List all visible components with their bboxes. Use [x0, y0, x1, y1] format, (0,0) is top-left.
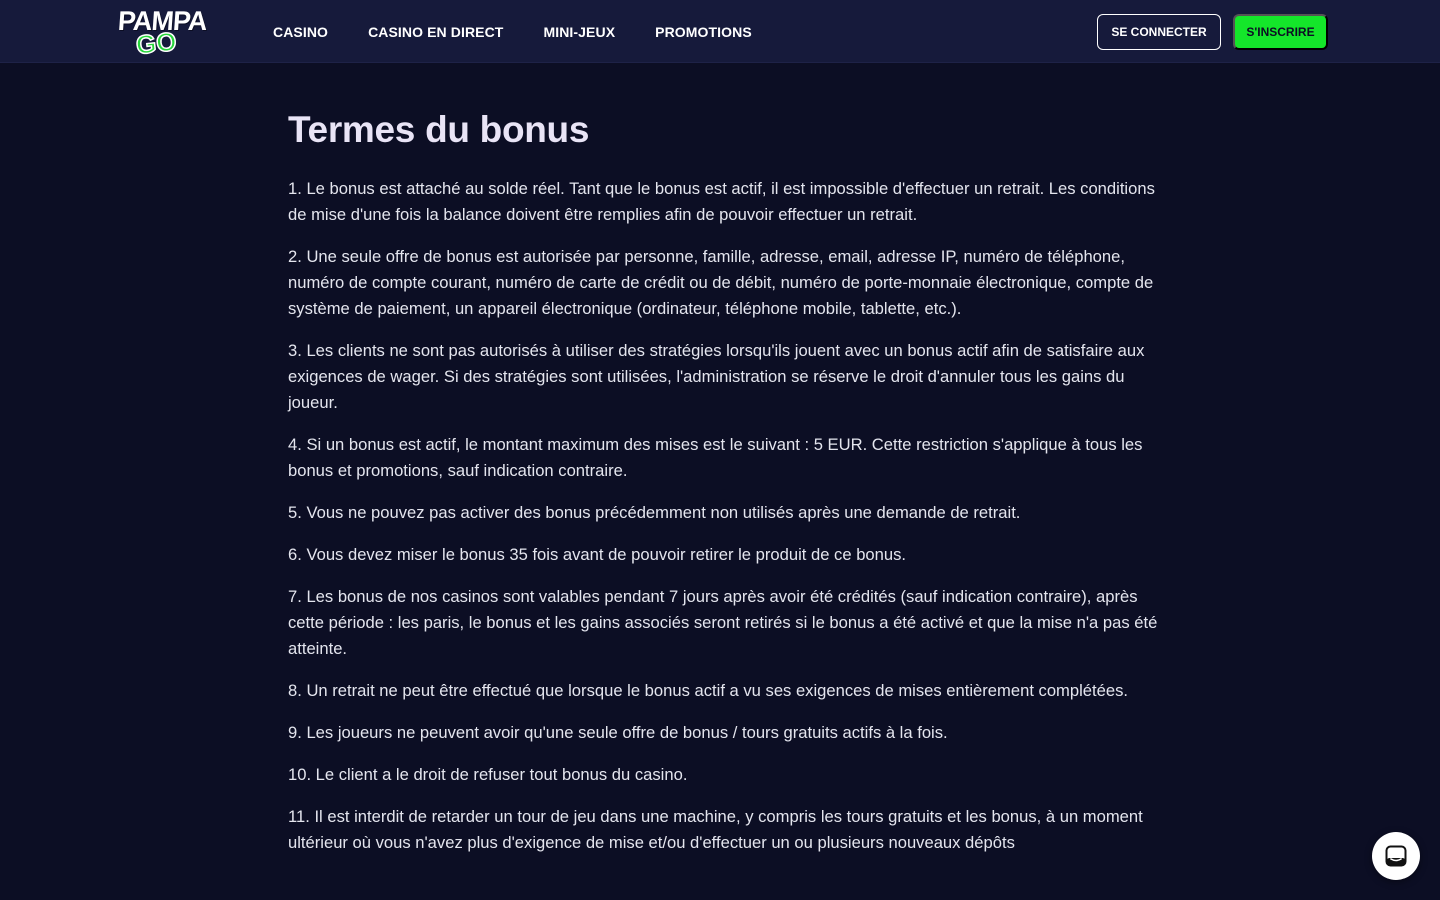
term-item: 9. Les joueurs ne peuvent avoir qu'une seule offre de bonus / tours gratuits actifs à la fois. [288, 723, 948, 742]
term-item: 8. Un retrait ne peut être effectué que lorsque le bonus actif a vu ses exigences de mises entièrement complétées. [288, 681, 1129, 700]
nav-item-promotions[interactable]: PROMOTIONS [655, 23, 752, 40]
chat-icon [1384, 844, 1408, 868]
term-item: 10. Le client a le droit de refuser tout bonus du casino. [288, 765, 688, 784]
nav-item-mini-jeux[interactable]: MINI-JEUX [543, 23, 616, 40]
site-header [0, 0, 1440, 63]
term-item: 5. Vous ne pouvez pas activer des bonus précédemment non utilisés après une demande de retrait. [288, 503, 1021, 522]
term-item: 1. Le bonus est attaché au solde réel. Tant que le bonus est actif, il est impossible d'effectuer un retrait. Les conditions de mise d'une fois la balance doivent être remplies afin de pouvoir effectuer un retrait. [288, 179, 1155, 224]
term-item: 3. Les clients ne sont pas autorisés à utiliser des stratégies lorsqu'ils jouent avec un bonus actif afin de satisfaire aux exigences de wager. Si des stratégies sont utilisées, l'administration se réserve le droit d'annuler tous les gains du joueur. [288, 341, 1145, 412]
term-item: 11. Il est interdit de retarder un tour de jeu dans une machine, y compris les tours gratuits et les bonus, à un moment ultérieur où vous n'avez plus d'exigence de mise et/ou d'effectuer un ou plusieurs nouveaux dépôts [288, 807, 1143, 852]
pampa-go-logo[interactable] [116, 6, 208, 61]
login-button[interactable]: SE CONNECTER [1097, 14, 1221, 50]
page-title: Termes du bonus [288, 109, 590, 150]
nav-item-casino-en-direct[interactable]: CASINO EN DIRECT [368, 23, 504, 40]
term-item: 6. Vous devez miser le bonus 35 fois avant de pouvoir retirer le produit de ce bonus. [288, 545, 907, 564]
term-item: 4. Si un bonus est actif, le montant maximum des mises est le suivant : 5 EUR. Cette restriction s'applique à tous les bonus et promotions, sauf indication contraire. [288, 435, 1143, 480]
term-item: 2. Une seule offre de bonus est autorisée par personne, famille, adresse, email, adresse IP, numéro de téléphone, numéro de compte courant, numéro de carte de crédit ou de débit, numéro de porte-monnaie électronique, compte de système de paiement, un appareil électronique (ordinateur, téléphone mobile, tablette, etc.). [288, 247, 1154, 318]
chat-launcher-button[interactable] [1372, 832, 1420, 880]
register-button[interactable]: S'INSCRIRE [1233, 14, 1328, 50]
term-item: 7. Les bonus de nos casinos sont valables pendant 7 jours après avoir été crédités (sauf indication contraire), après cette période : les paris, le bonus et les gains associés seront retirés si le bonus a été activé et que la mise n'a pas été atteinte. [288, 587, 1158, 658]
logo-text-top: PAMPA [116, 6, 208, 36]
bonus-terms-content [288, 104, 1158, 872]
nav-item-casino[interactable]: CASINO [273, 23, 329, 40]
logo-text-bottom: GO [134, 25, 178, 61]
main-nav [273, 0, 792, 63]
